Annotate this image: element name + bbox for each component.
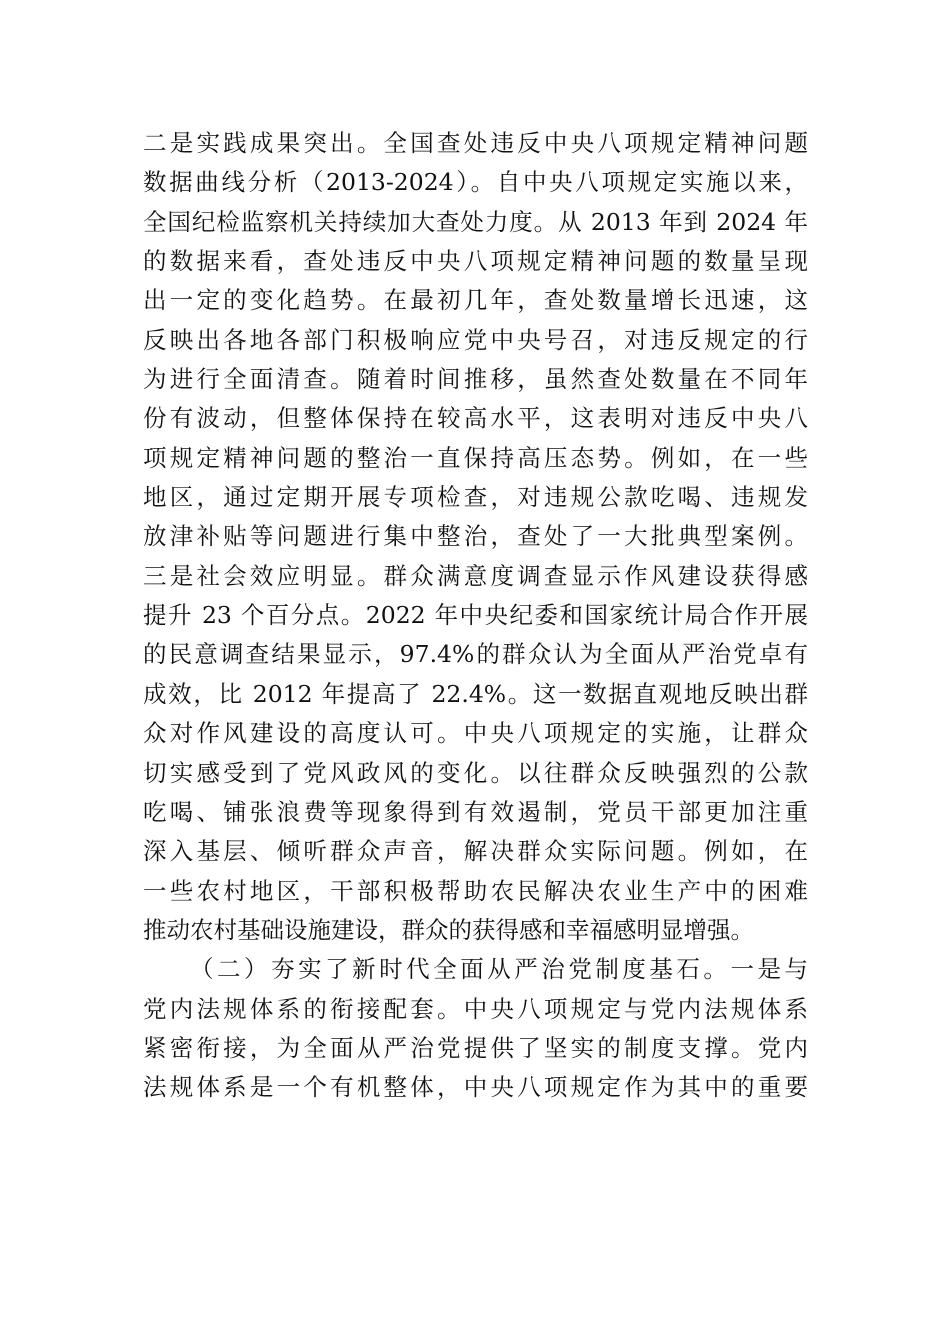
text-line: 成效，比 2012 年提高了 22.4%。这一数据直观地反映出群 (143, 679, 808, 708)
section-heading-line: （二）夯实了新时代全面从严治党制度基石。一是与 (190, 955, 808, 984)
text-line: 三是社会效应明显。群众满意度调查显示作风建设获得感 (143, 561, 808, 590)
text-line: 一些农村地区，干部积极帮助农民解决农业生产中的困难 (143, 876, 808, 905)
document-body (143, 124, 808, 1108)
text-line: 全国纪检监察机关持续加大查处力度。从 2013 年到 2024 年 (143, 207, 808, 236)
text-line: 数据曲线分析（2013-2024）。自中央八项规定实施以来， (143, 168, 808, 197)
text-line: 反映出各地各部门积极响应党中央号召，对违反规定的行 (143, 325, 808, 354)
text-line: 的民意调查结果显示，97.4%的群众认为全面从严治党卓有 (143, 640, 808, 669)
text-line: 项规定精神问题的整治一直保持高压态势。例如，在一些 (143, 443, 808, 472)
text-line: 法规体系是一个有机整体，中央八项规定作为其中的重要 (143, 1073, 808, 1102)
text-line: 提升 23 个百分点。2022 年中央纪委和国家统计局合作开展 (143, 601, 808, 630)
text-line: 切实感受到了党风政风的变化。以往群众反映强烈的公款 (143, 758, 808, 787)
text-line: 地区，通过定期开展专项检查，对违规公款吃喝、违规发 (143, 483, 808, 512)
text-line: 的数据来看，查处违反中央八项规定精神问题的数量呈现 (143, 247, 808, 276)
text-line: 推动农村基础设施建设，群众的获得感和幸福感明显增强。 (143, 915, 754, 944)
text-line: 出一定的变化趋势。在最初几年，查处数量增长迅速，这 (143, 286, 808, 315)
text-line: 紧密衔接，为全面从严治党提供了坚实的制度支撑。党内 (143, 1033, 808, 1062)
text-line: 深入基层、倾听群众声音，解决群众实际问题。例如，在 (143, 837, 808, 866)
text-line: 份有波动，但整体保持在较高水平，这表明对违反中央八 (143, 404, 808, 433)
text-line: 放津补贴等问题进行集中整治，查处了一大批典型案例。 (143, 522, 808, 551)
text-line: 吃喝、铺张浪费等现象得到有效遏制，党员干部更加注重 (143, 797, 808, 826)
text-line: 众对作风建设的高度认可。中央八项规定的实施，让群众 (143, 719, 808, 748)
text-line: 党内法规体系的衔接配套。中央八项规定与党内法规体系 (143, 994, 808, 1023)
text-line: 为进行全面清查。随着时间推移，虽然查处数量在不同年 (143, 365, 808, 394)
text-line: 二是实践成果突出。全国查处违反中央八项规定精神问题 (143, 129, 808, 157)
